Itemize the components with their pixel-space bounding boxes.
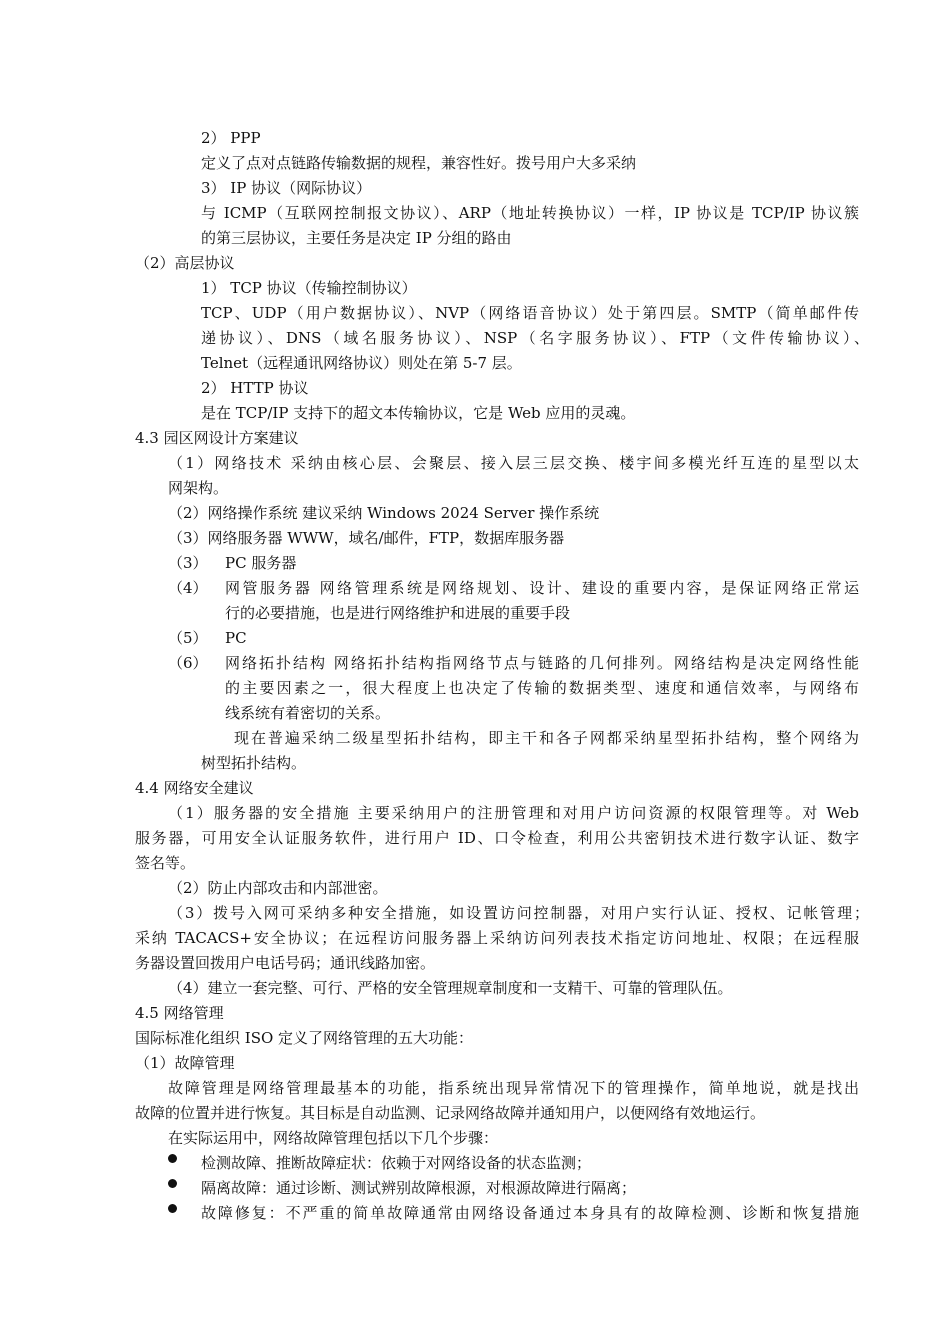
text-line: （3）拨号入网可采纳多种安全措施，如设置访问控制器，对用户实行认证、授权、记帐管理； xyxy=(168,904,869,922)
text-line: PC 服务器 xyxy=(225,554,297,572)
text-line: （2）防止内部攻击和内部泄密。 xyxy=(168,879,388,897)
text-line: 现在普遍采纳二级星型拓扑结构，即主干和各子网都采纳星型拓扑结构，整个网络为 xyxy=(234,729,859,747)
text-line: 递协议）、DNS（域名服务协议）、NSP（名字服务协议）、FTP（文件传输协议）、 xyxy=(201,329,869,347)
text-line: 是在 TCP/IP 支持下的超文本传输协议，它是 Web 应用的灵魂。 xyxy=(201,404,636,422)
text-line: （3）网络服务器 WWW，域名/邮件，FTP，数据库服务器 xyxy=(168,529,565,547)
text-line: 3） IP 协议（网际协议） xyxy=(201,179,372,197)
text-line: 定义了点对点链路传输数据的规程，兼容性好。拨号用户大多采纳 xyxy=(201,154,637,172)
bullet-icon xyxy=(168,1154,177,1163)
text-line: 采纳 TACACS+安全协议；在远程访问服务器上采纳访问列表技术指定访问地址、权限；在远程服 xyxy=(135,929,859,947)
text-line: 在实际运用中，网络故障管理包括以下几个步骤： xyxy=(168,1129,499,1147)
text-line: 务器设置回拨用户电话号码；通讯线路加密。 xyxy=(135,954,436,972)
text-line: 树型拓扑结构。 xyxy=(201,754,307,772)
text-line: 的主要因素之一，很大程度上也决定了传输的数据类型、速度和通信效率，与网络布 xyxy=(225,679,859,697)
section-heading: （2）高层协议 xyxy=(135,254,235,272)
list-item: 检测故障、推断故障症状：依赖于对网络设备的状态监测； xyxy=(201,1154,592,1172)
text-line: 网架构。 xyxy=(168,479,229,497)
section-heading: 4.5 网络管理 xyxy=(135,1004,224,1022)
text-line: 1） TCP 协议（传输控制协议） xyxy=(201,279,417,297)
text-line: 的第三层协议，主要任务是决定 IP 分组的路由 xyxy=(201,229,512,247)
text-line: （4）建立一套完整、可行、严格的安全管理规章制度和一支精干、可靠的管理队伍。 xyxy=(168,979,733,997)
bullet-icon xyxy=(168,1204,177,1213)
text-line: 2） PPP xyxy=(201,129,261,147)
text-line: 故障管理是网络管理最基本的功能，指系统出现异常情况下的管理操作，简单地说，就是找出 xyxy=(168,1079,859,1097)
list-marker: （3） xyxy=(168,554,208,572)
text-line: （2）网络操作系统 建议采纳 Windows 2024 Server 操作系统 xyxy=(168,504,600,522)
text-line: （1）服务器的安全措施 主要采纳用户的注册管理和对用户访问资源的权限管理等。对 Web xyxy=(168,804,859,822)
text-line: 故障的位置并进行恢复。其目标是自动监测、记录网络故障并通知用户，以便网络有效地运行。 xyxy=(135,1104,766,1122)
text-line: 与 ICMP（互联网控制报文协议）、ARP（地址转换协议）一样，IP 协议是 TCP/IP 协议簇 xyxy=(201,204,859,222)
text-line: Telnet（远程通讯网络协议）则处在第 5-7 层。 xyxy=(201,354,522,372)
text-line: （1）网络技术 采纳由核心层、会聚层、接入层三层交换、楼宇间多模光纤互连的星型以太 xyxy=(168,454,859,472)
section-heading: 4.3 园区网设计方案建议 xyxy=(135,429,299,447)
text-line: TCP、UDP（用户数据协议）、NVP（网络语音协议）处于第四层。SMTP（简单邮件传 xyxy=(201,304,859,322)
list-marker: （5） xyxy=(168,629,208,647)
list-marker: （4） xyxy=(168,579,208,597)
bullet-icon xyxy=(168,1179,177,1188)
text-line: 服务器，可用安全认证服务软件，进行用户 ID、口令检查，利用公共密钥技术进行数字认证、数字 xyxy=(135,829,859,847)
text-line: 行的必要措施，也是进行网络维护和进展的重要手段 xyxy=(225,604,571,622)
section-heading: 4.4 网络安全建议 xyxy=(135,779,254,797)
list-item: 故障修复：不严重的简单故障通常由网络设备通过本身具有的故障检测、诊断和恢复措施 xyxy=(201,1204,859,1222)
text-line: 签名等。 xyxy=(135,854,196,872)
text-line: 2） HTTP 协议 xyxy=(201,379,309,397)
list-marker: （6） xyxy=(168,654,208,672)
text-line: PC xyxy=(225,629,247,647)
text-line: 国际标准化组织 ISO 定义了网络管理的五大功能： xyxy=(135,1029,474,1047)
text-line: 网管服务器 网络管理系统是网络规划、设计、建设的重要内容，是保证网络正常运 xyxy=(225,579,859,597)
section-heading: （1）故障管理 xyxy=(135,1054,235,1072)
text-line: 线系统有着密切的关系。 xyxy=(225,704,391,722)
list-item: 隔离故障：通过诊断、测试辨别故障根源，对根源故障进行隔离； xyxy=(201,1179,637,1197)
text-line: 网络拓扑结构 网络拓扑结构指网络节点与链路的几何排列。网络结构是决定网络性能 xyxy=(225,654,859,672)
